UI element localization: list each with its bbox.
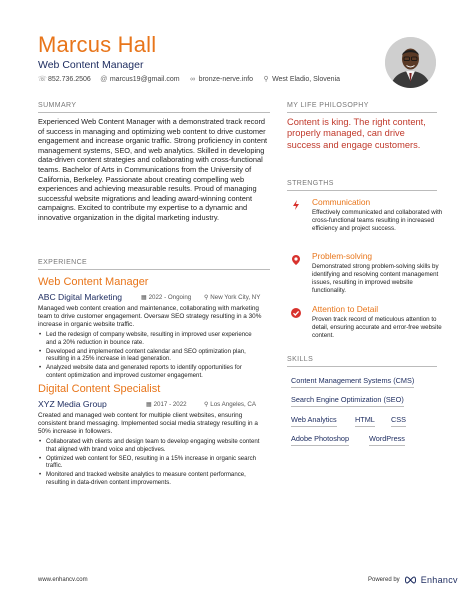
job-location [204, 401, 256, 408]
job-dates [141, 294, 191, 301]
skill-tag: Search Engine Optimization (SEO) [291, 395, 404, 407]
location-text: West Eladio, Slovenia [272, 75, 341, 83]
phone-icon: ☏ [38, 76, 47, 83]
section-summary-heading: SUMMARY [38, 102, 77, 109]
job-dates-text: 2022 - Ongoing [148, 294, 192, 301]
job-description: Managed web content creation and maintenance, collaborating with marketing team to drive customer engagement. Oversaw SEO strategy resulting in a 30% increase in organic website traffic. [38, 305, 262, 329]
divider [38, 269, 270, 270]
section-skills-heading: SKILLS [287, 356, 314, 363]
job-location [204, 294, 260, 301]
section-strengths-heading: STRENGTHS [287, 180, 334, 187]
skill-tag: CSS [391, 415, 406, 427]
enhancv-logo-icon [404, 576, 417, 584]
footer-branding [368, 575, 458, 585]
job-dates-text: 2017 - 2022 [153, 401, 187, 408]
strength-description: Effectively communicated and collaborated with cross-functional teams resulting in increased efficiency and project success. [312, 209, 443, 232]
calendar-icon: ▦ [141, 294, 147, 301]
link-icon: ∞ [190, 75, 196, 83]
strength-title: Problem-solving [312, 251, 373, 261]
location-pin-icon [290, 254, 302, 266]
skill-tag: Web Analytics [291, 415, 337, 427]
powered-by-label: Powered by [368, 577, 400, 583]
section-experience-heading: EXPERIENCE [38, 259, 88, 266]
strength-description: Demonstrated strong problem-solving skills by identifying and resolving content management issues, resulting in improved website functionality. [312, 263, 439, 294]
contact-email[interactable] [100, 75, 180, 83]
job-bullets [38, 331, 260, 381]
phone-text: 852.736.2506 [48, 75, 91, 83]
footer-website[interactable]: www.enhancv.com [38, 577, 88, 583]
job-location-text: Los Angeles, CA [210, 401, 257, 408]
strength-title: Communication [312, 197, 371, 207]
job-description: Created and managed web content for multiple client websites, ensuring consistent brand messaging. Implemented social media strategy resulting in a 50% increase in followers. [38, 412, 258, 436]
philosophy-quote: Content is king. The right content, properly managed, can drive success and engage customers. [287, 117, 426, 150]
job-title: Web Content Manager [38, 276, 149, 288]
strength-title: Attention to Detail [312, 304, 379, 314]
list-item: • Analyzed website data and generated reports to identify opportunities for content optimization and improved customer engagement. [38, 364, 260, 379]
contact-website[interactable] [189, 75, 253, 83]
list-item: • Developed and implemented content calendar and SEO optimization plan, resulting in a 25% increase in lead generation. [38, 348, 260, 363]
avatar-icon [385, 37, 436, 88]
candidate-name: Marcus Hall [38, 32, 157, 57]
divider [287, 112, 437, 113]
contact-phone[interactable] [38, 75, 91, 83]
location-pin-icon: ⚲ [204, 294, 209, 301]
section-philosophy-heading: MY LIFE PHILOSOPHY [287, 102, 369, 109]
profile-photo [385, 37, 436, 88]
contact-bar [38, 75, 340, 83]
divider [287, 190, 437, 191]
list-item: • Monitored and tracked website analytics to measure content performance, resulting in data-driven content improvements. [38, 471, 260, 486]
list-item: • Optimized web content for SEO, resulting in a 15% increase in organic search traffic. [38, 455, 260, 470]
lightning-icon [290, 199, 302, 211]
list-item: • Led the redesign of company website, resulting in improved user experience and a 20% reduction in bounce rate. [38, 331, 260, 346]
email-text: marcus19@gmail.com [109, 75, 180, 83]
list-item: • Collaborated with clients and design team to develop engaging website content that aligned with brand voice and objectives. [38, 438, 260, 453]
divider [287, 366, 437, 367]
job-location-text: New York City, NY [210, 294, 261, 301]
calendar-icon: ▦ [146, 401, 152, 408]
job-bullets [38, 438, 260, 488]
job-company: ABC Digital Marketing [38, 292, 123, 302]
skill-tag: Content Management Systems (CMS) [291, 376, 414, 388]
skill-tag: HTML [355, 415, 375, 427]
brand-name: Enhancv [420, 575, 458, 585]
skill-tag: WordPress [369, 434, 405, 446]
summary-text: Experienced Web Content Manager with a demonstrated track record of success in managing and optimizing web content to drive customer engagement and increase organic traffic. Strong proficiency in content management systems, SEO, and web analytics. Skilled in developing data-driven content strategies and collaborating with cross-functional teams. Bachelor of Arts in Communications from the University of California, Berkeley. Passionate about creating compelling web experiences and achieving measurable results. Proud of managing successful website migrations and leading award-winning content campaigns. Excited to contribute my expertise to a dynamic and innovative organization in the digital marketing industry. [38, 117, 268, 222]
location-pin-icon: ⚲ [204, 401, 209, 408]
divider [38, 112, 270, 113]
job-company: XYZ Media Group [38, 399, 107, 409]
contact-location [262, 75, 340, 83]
location-pin-icon: ⚲ [263, 76, 269, 83]
website-text: bronze-nerve.info [198, 75, 254, 83]
check-icon [290, 307, 302, 319]
job-dates [146, 401, 187, 408]
candidate-role: Web Content Manager [38, 59, 144, 71]
at-icon: @ [100, 75, 108, 83]
strength-description: Proven track record of meticulous attention to detail, ensuring accurate and error-free website content. [312, 316, 442, 339]
skill-tag: Adobe Photoshop [291, 434, 349, 446]
job-title: Digital Content Specialist [38, 383, 161, 395]
